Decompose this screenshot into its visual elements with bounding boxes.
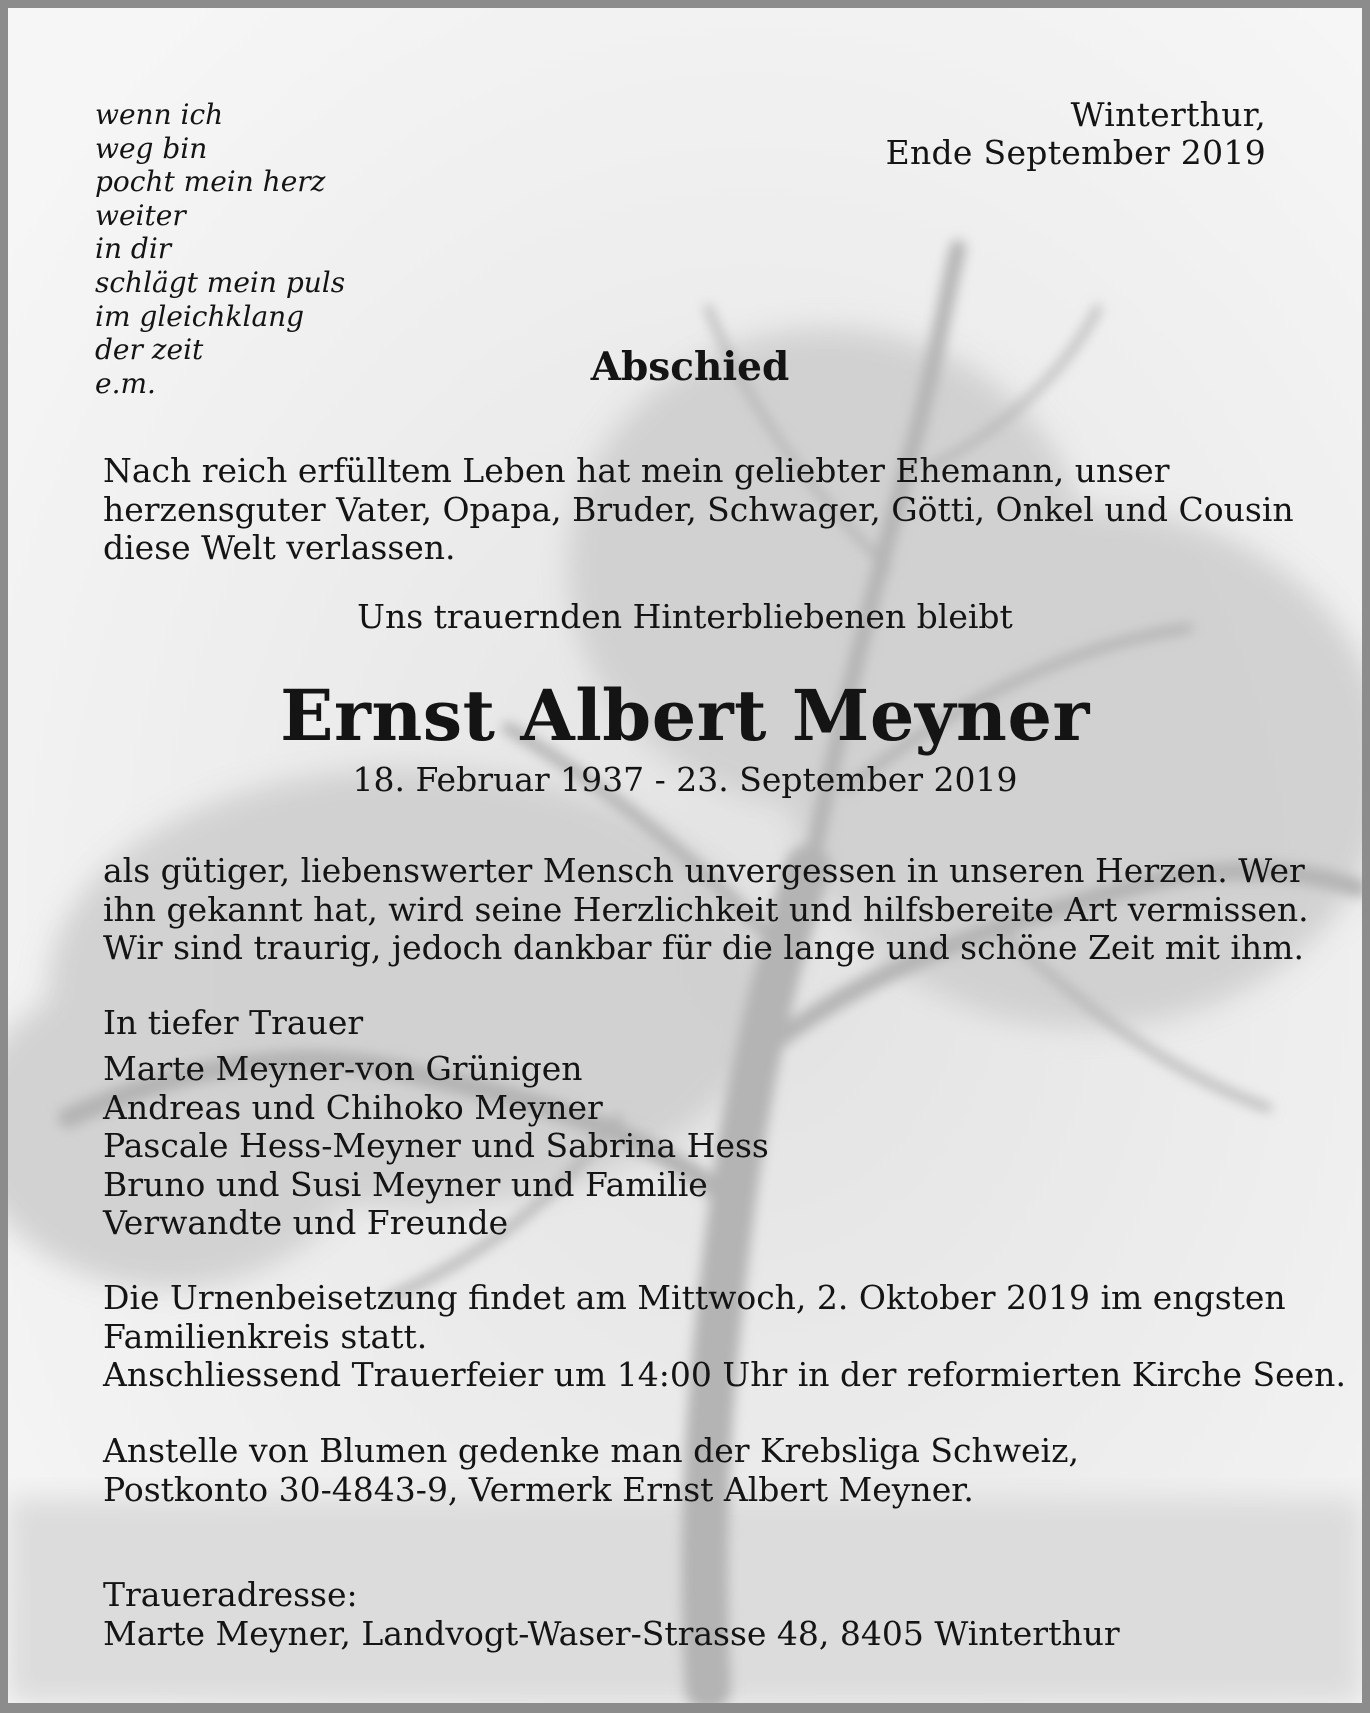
deceased-name: Ernst Albert Meyner [280, 674, 1090, 757]
poem-line: der zeit [95, 333, 204, 367]
poem-line: wenn ich [95, 98, 224, 131]
ceremony-line: Die Urnenbeisetzung findet am Mittwoch, 2. Oktober 2019 im engsten [103, 1278, 1286, 1317]
place-and-date [886, 96, 1266, 172]
donation-paragraph [103, 1432, 1079, 1509]
poem-line: pocht mein herz [95, 165, 326, 199]
poem-line: in dir [95, 232, 172, 266]
tribute-line: als gütiger, liebenswerter Mensch unvergessen in unseren Herzen. Wer [103, 851, 1305, 890]
mourner-name: Pascale Hess-Meyner und Sabrina Hess [103, 1126, 769, 1165]
intro-paragraph [103, 452, 1294, 568]
mourners-label: In tiefer Trauer [103, 1003, 364, 1042]
place: Winterthur, [1070, 95, 1266, 134]
mourner-name: Andreas und Chihoko Meyner [103, 1087, 603, 1127]
ceremony-line: Anschliessend Trauerfeier um 14:00 Uhr in der reformierten Kirche Seen. [103, 1355, 1346, 1394]
mourner-name: Verwandte und Freunde [103, 1203, 509, 1242]
remains-line: Uns trauernden Hinterbliebenen bleibt [357, 597, 1013, 636]
donation-line: Anstelle von Blumen gedenke man der Krebsliga Schweiz, [103, 1431, 1079, 1470]
date: Ende September 2019 [885, 133, 1266, 172]
mourner-name: Bruno und Susi Meyner und Familie [103, 1164, 708, 1204]
ceremony-line: Familienkreis statt. [103, 1316, 428, 1356]
poem-signature: e.m. [95, 366, 156, 400]
poem-line: schlägt mein puls [95, 265, 346, 299]
intro-line: herzensguter Vater, Opapa, Bruder, Schwager, Götti, Onkel und Cousin [103, 489, 1294, 529]
address-value: Marte Meyner, Landvogt-Waser-Strasse 48, 8405 Winterthur [103, 1613, 1120, 1653]
address-block [103, 1576, 1120, 1653]
donation-line: Postkonto 30-4843-9, Vermerk Ernst Albert Meyner. [103, 1469, 974, 1509]
tribute-line: ihn gekannt hat, wird seine Herzlichkeit und hilfsbereite Art vermissen. [103, 889, 1309, 929]
intro-line: Nach reich erfülltem Leben hat mein geliebter Ehemann, unser [103, 451, 1170, 490]
address-label: Traueradresse: [103, 1575, 358, 1614]
poem-line: im gleichklang [95, 299, 305, 333]
ceremony-paragraph [103, 1279, 1346, 1395]
tribute-line: Wir sind traurig, jedoch dankbar für die lange und schöne Zeit mit ihm. [103, 928, 1304, 967]
life-dates: 18. Februar 1937 - 23. September 2019 [352, 760, 1018, 799]
tribute-paragraph [103, 852, 1309, 968]
heading: Abschied [590, 344, 790, 390]
intro-line: diese Welt verlassen. [103, 528, 456, 567]
mourners-list [103, 1050, 769, 1243]
poem-line: weiter [95, 198, 186, 232]
poem-line: weg bin [95, 131, 208, 165]
mourner-name: Marte Meyner-von Grünigen [103, 1049, 583, 1088]
